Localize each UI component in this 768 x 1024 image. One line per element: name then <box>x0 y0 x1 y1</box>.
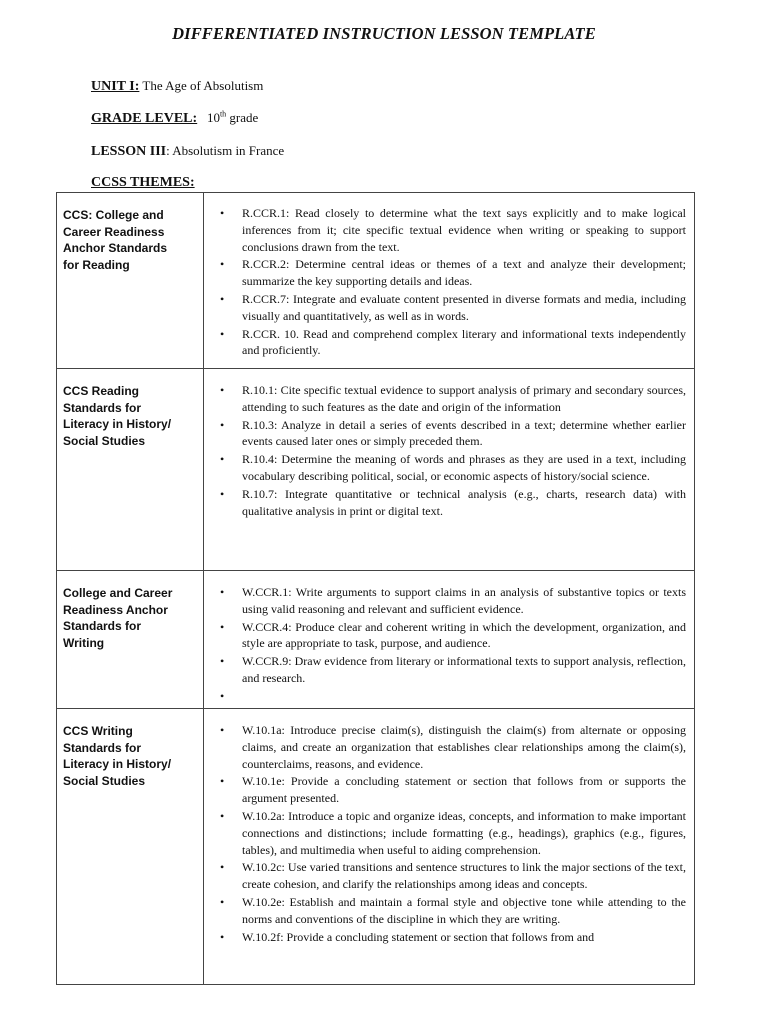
standards-row <box>57 369 695 571</box>
standard-items-list <box>204 369 694 519</box>
standards-row <box>57 193 695 369</box>
standard-item: • W.10.1a: Introduce precise claim(s), distinguish the claim(s) from alternate or opposing claims, and create an organization that establishes clear relationships among the claim(s), counterclaims, reasons, and evidence. <box>242 722 686 772</box>
standard-item: • R.CCR. 10. Read and comprehend complex literary and informational texts independently and proficiently. <box>242 326 686 360</box>
document-title: DIFFERENTIATED INSTRUCTION LESSON TEMPLATE <box>172 24 596 43</box>
standard-item: • R.10.7: Integrate quantitative or technical analysis (e.g., charts, research data) with qualitative analysis in print or digital text. <box>242 486 686 520</box>
grade-word: grade <box>229 110 259 125</box>
standard-item: • W.10.2c: Use varied transitions and sentence structures to link the major sections of the text, create cohesion, and clarify the relationships among ideas and concepts. <box>242 859 686 893</box>
standard-items-list <box>204 193 694 359</box>
standard-category-cell <box>57 369 204 571</box>
standard-category-cell <box>57 571 204 709</box>
standard-category-label: CCS Reading Standards for Literacy in History/ Social Studies <box>63 384 172 448</box>
unit-label: UNIT I: <box>91 79 140 94</box>
grade-line <box>91 110 258 127</box>
standard-item: • W.CCR.9: Draw evidence from literary or informational texts to support analysis, reflection, and research. <box>242 653 686 687</box>
themes-line <box>91 174 195 191</box>
standard-items-list <box>204 709 694 945</box>
standard-category-label: CCS Writing Standards for Literacy in History/ Social Studies <box>63 724 172 788</box>
standard-items-list <box>204 571 694 704</box>
standard-category-cell <box>57 193 204 369</box>
standards-row <box>57 709 695 985</box>
standard-item-empty <box>242 688 686 704</box>
standard-item: • W.10.1e: Provide a concluding statement or section that follows from or supports the argument presented. <box>242 773 686 807</box>
standard-item: • R.CCR.2: Determine central ideas or themes of a text and analyze their development; summarize the key supporting details and ideas. <box>242 256 686 290</box>
standard-items-cell <box>204 369 695 571</box>
standard-items-cell <box>204 571 695 709</box>
standard-items-cell <box>204 709 695 985</box>
lesson-label: LESSON III <box>91 144 167 159</box>
standard-item: • W.10.2e: Establish and maintain a formal style and objective tone while attending to the norms and conventions of the discipline in which they are writing. <box>242 894 686 928</box>
standard-item: • R.10.1: Cite specific textual evidence to support analysis of primary and secondary sources, attending to such features as the date and origin of the information <box>242 382 686 416</box>
standard-item: • R.CCR.1: Read closely to determine what the text says explicitly and to make logical inferences from it; cite specific textual evidence when writing or speaking to support conclusions drawn from the text. <box>242 205 686 255</box>
standard-item: • R.10.4: Determine the meaning of words and phrases as they are used in a text, including vocabulary describing political, social, or economic aspects of history/social science. <box>242 451 686 485</box>
themes-label: CCSS THEMES: <box>91 175 195 190</box>
unit-line <box>91 78 263 95</box>
unit-value: The Age of Absolutism <box>142 78 264 93</box>
standard-item: • R.CCR.7: Integrate and evaluate content presented in diverse formats and media, including visually and quantitatively, as well as in words. <box>242 291 686 325</box>
standard-category-cell <box>57 709 204 985</box>
standard-category-label: College and Career Readiness Anchor Standards for Writing <box>63 586 173 650</box>
standard-item: • R.10.3: Analyze in detail a series of events described in a text; determine whether earlier events caused later ones or simply preceded them. <box>242 417 686 451</box>
standard-item: • W.10.2a: Introduce a topic and organize ideas, concepts, and information to make important connections and distinctions; include formatting (e.g., headings), graphics (e.g., figures, tables), and multimedia when useful to aiding comprehension. <box>242 808 686 858</box>
standards-row <box>57 571 695 709</box>
standard-category-label: CCS: College and Career Readiness Anchor Standards for Reading <box>63 208 168 272</box>
lesson-line <box>91 143 284 160</box>
grade-number: 10 <box>206 110 220 125</box>
standard-item: • W.CCR.1: Write arguments to support claims in an analysis of substantive topics or texts using valid reasoning and relevant and sufficient evidence. <box>242 584 686 618</box>
standard-items-cell <box>204 193 695 369</box>
standard-item: • W.10.2f: Provide a concluding statement or section that follows from and <box>242 929 686 946</box>
standard-item: • W.CCR.4: Produce clear and coherent writing in which the development, organization, and style are appropriate to task, purpose, and audience. <box>242 619 686 653</box>
grade-suffix: th <box>219 109 227 119</box>
grade-label: GRADE LEVEL: <box>91 111 198 126</box>
standards-table <box>56 192 695 985</box>
lesson-value: : Absolutism in France <box>166 143 285 158</box>
